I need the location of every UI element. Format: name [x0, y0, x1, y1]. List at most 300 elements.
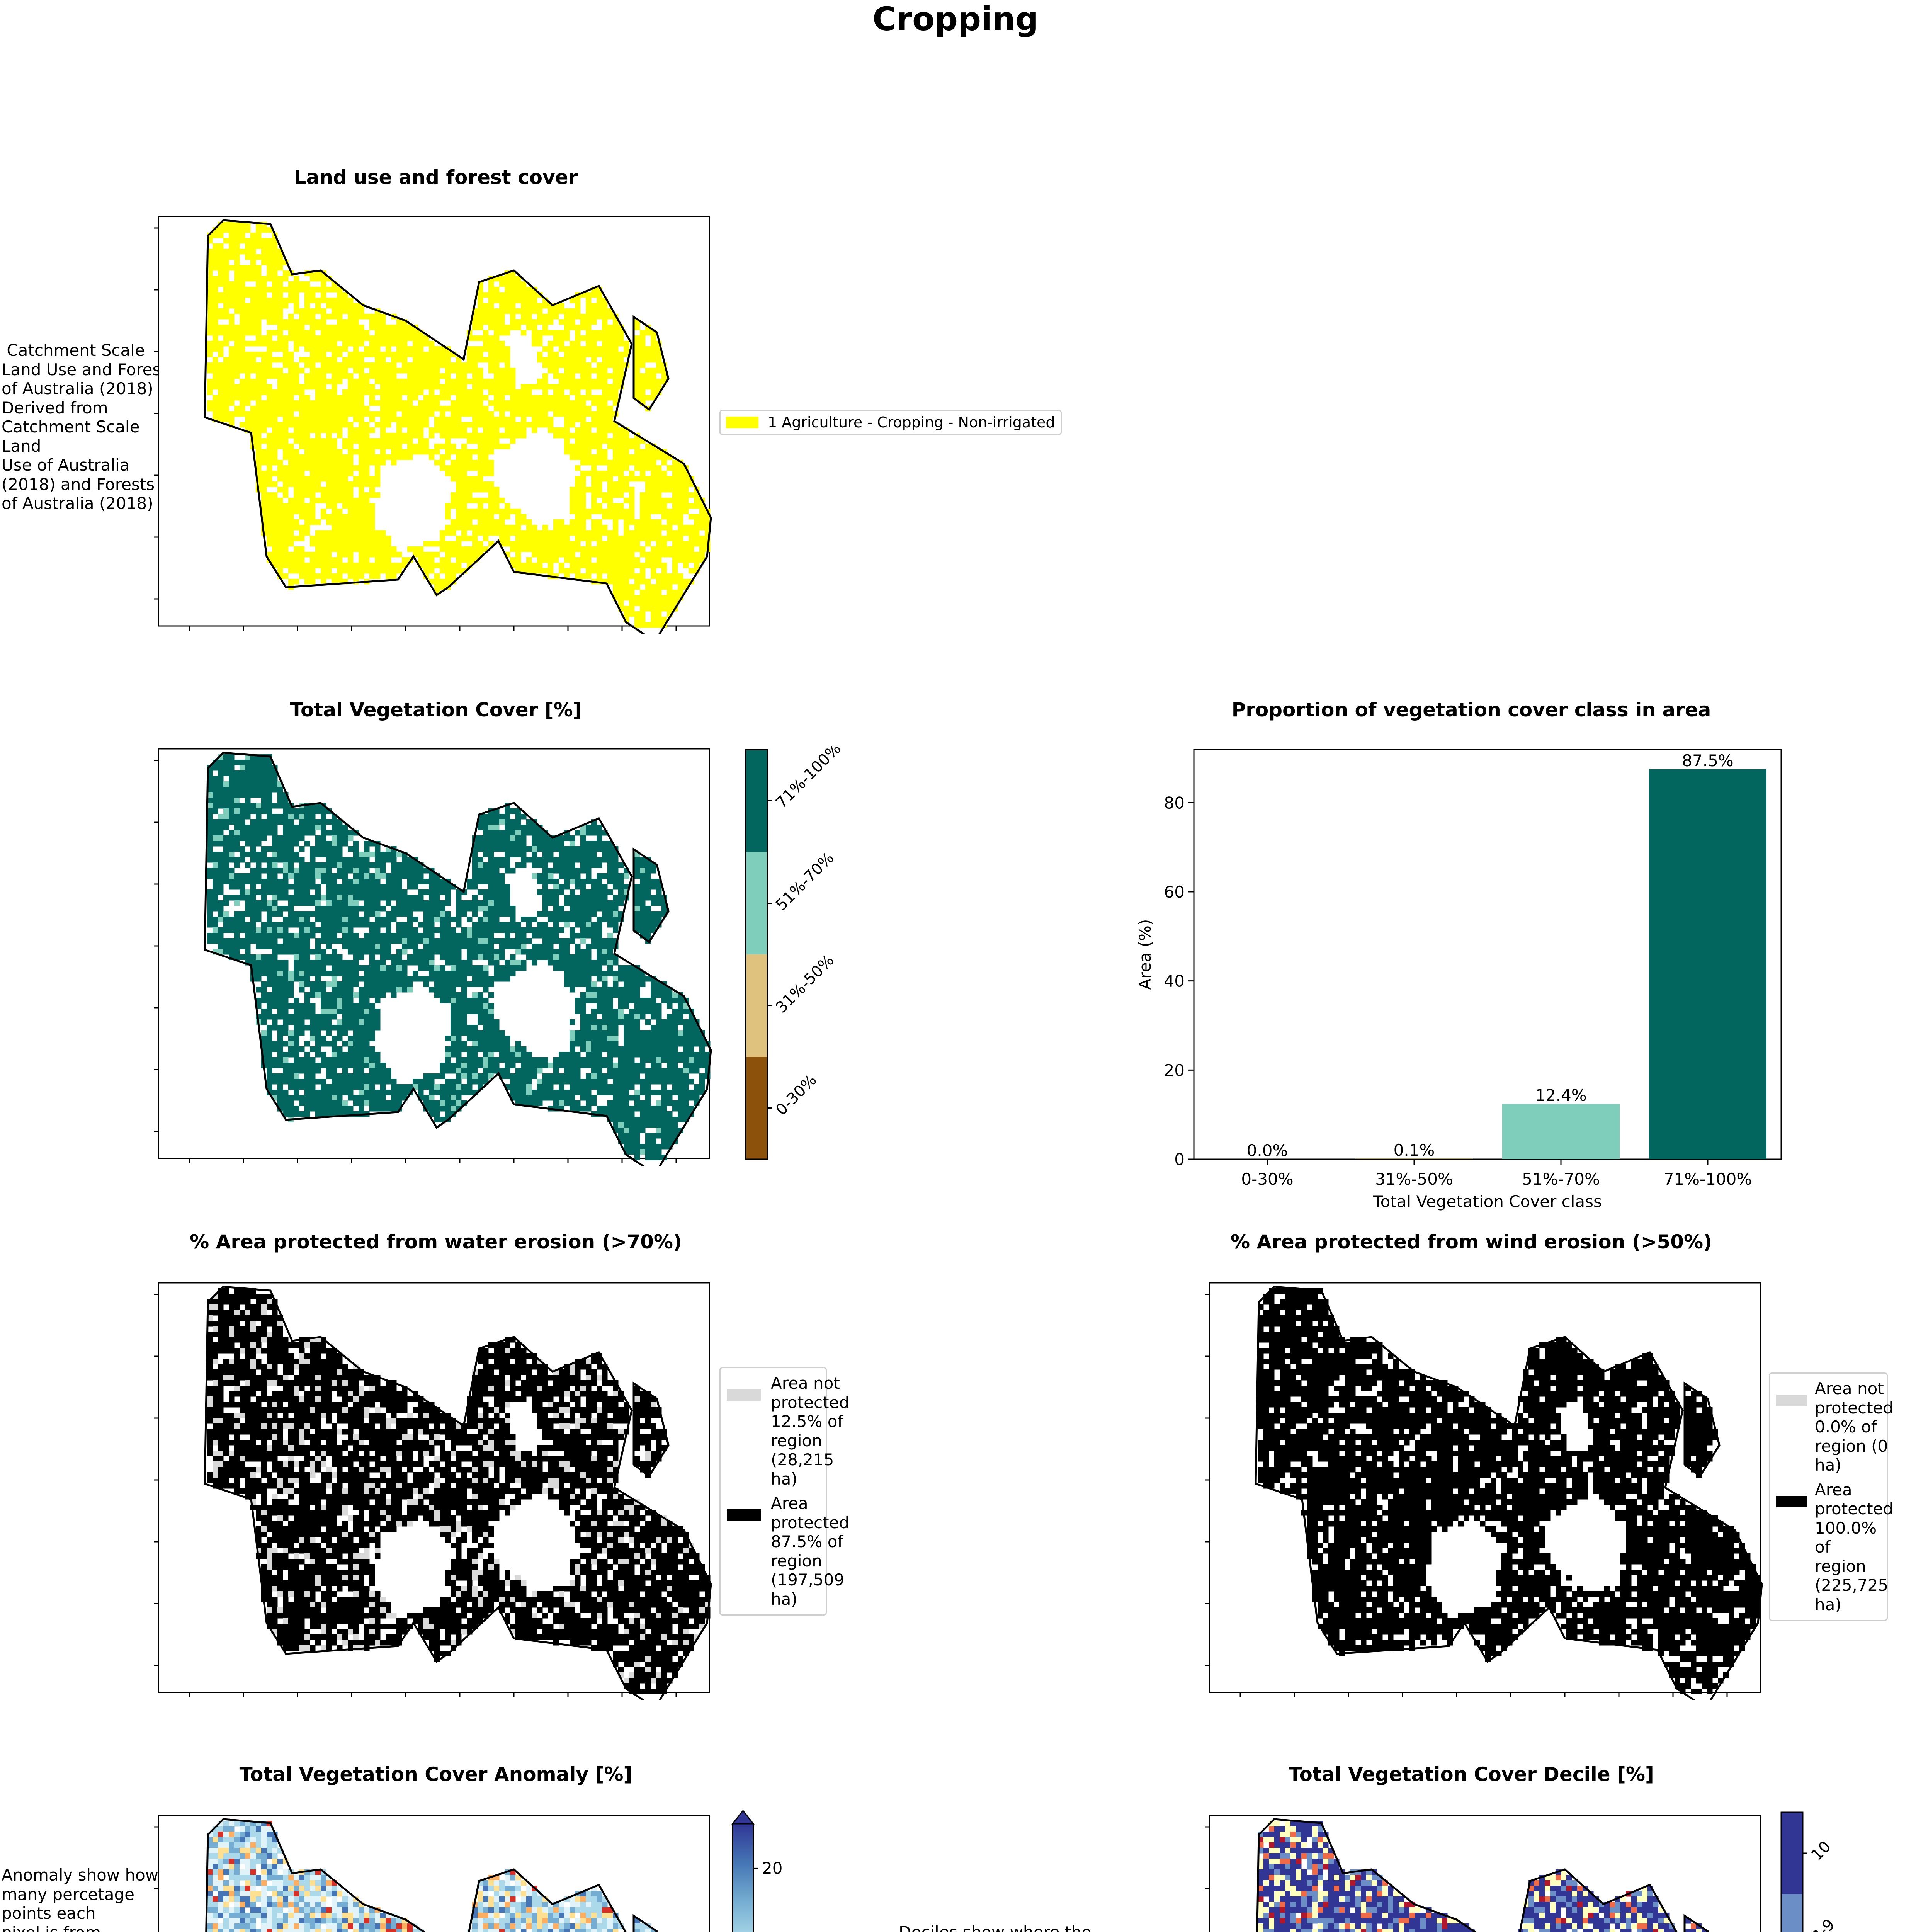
map-pixel: [570, 873, 575, 879]
map-pixel: [472, 884, 478, 890]
map-pixel: [429, 563, 435, 568]
map-pixel: [299, 808, 305, 814]
map-pixel: [440, 884, 445, 890]
map-pixel: [429, 900, 435, 906]
map-pixel: [315, 406, 321, 412]
map-pixel: [629, 536, 635, 541]
map-pixel: [510, 287, 516, 293]
map-pixel: [494, 400, 500, 406]
map-pixel: [488, 298, 494, 303]
map-pixel: [353, 862, 359, 868]
map-pixel: [315, 900, 321, 906]
map-pixel: [277, 846, 283, 852]
map-pixel: [526, 546, 532, 552]
map-pixel: [591, 841, 597, 847]
map-pixel: [261, 498, 267, 503]
map-pixel: [342, 454, 348, 460]
map-pixel: [591, 454, 597, 460]
map-pixel: [396, 552, 402, 558]
map-pixel: [478, 825, 483, 830]
map-pixel: [359, 325, 364, 330]
map-pixel: [250, 260, 256, 265]
map-pixel: [213, 868, 218, 874]
map-pixel: [321, 830, 326, 836]
map-pixel: [575, 314, 581, 320]
map-pixel: [337, 938, 343, 944]
map-pixel: [553, 552, 559, 558]
map-pixel: [386, 341, 391, 347]
map-pixel: [483, 384, 489, 390]
map-pixel: [229, 808, 235, 814]
map-pixel: [559, 906, 564, 912]
map-pixel: [234, 949, 240, 955]
map-pixel: [445, 395, 451, 401]
map-pixel: [537, 922, 543, 928]
map-pixel: [570, 917, 575, 922]
map-pixel: [505, 503, 510, 509]
map-pixel: [553, 546, 559, 552]
map-pixel: [510, 400, 516, 406]
map-pixel: [304, 503, 310, 509]
map-pixel: [559, 949, 564, 955]
map-pixel: [607, 900, 613, 906]
map-pixel: [407, 868, 413, 874]
map-pixel: [478, 400, 483, 406]
map-pixel: [656, 546, 662, 552]
map-pixel: [288, 933, 294, 939]
map-pixel: [391, 438, 397, 444]
map-pixel: [261, 384, 267, 390]
map-pixel: [326, 357, 332, 363]
map-pixel: [478, 879, 483, 884]
map-pixel: [505, 938, 510, 944]
map-pixel: [310, 308, 316, 314]
map-pixel: [553, 889, 559, 895]
map-pixel: [342, 389, 348, 395]
map-pixel: [342, 481, 348, 487]
map-pixel: [656, 509, 662, 514]
map-pixel: [240, 308, 245, 314]
map-pixel: [434, 417, 440, 422]
map-pixel: [359, 411, 364, 417]
map-pixel: [369, 368, 375, 374]
map-pixel: [272, 330, 278, 336]
map-pixel: [229, 330, 235, 336]
map-pixel: [575, 335, 581, 341]
map-pixel: [326, 481, 332, 487]
map-pixel: [451, 568, 456, 574]
map-pixel: [288, 454, 294, 460]
map-pixel: [207, 868, 213, 874]
map-pixel: [288, 449, 294, 455]
map-pixel: [499, 498, 505, 503]
map-pixel: [488, 444, 494, 449]
map-pixel: [326, 346, 332, 352]
map-pixel: [445, 406, 451, 412]
map-pixel: [386, 563, 391, 568]
map-pixel: [299, 563, 305, 568]
map-pixel: [624, 557, 629, 563]
map-pixel: [326, 335, 332, 341]
map-pixel: [478, 487, 483, 493]
map-pixel: [451, 573, 456, 579]
map-pixel: [240, 808, 245, 814]
map-pixel: [272, 303, 278, 309]
map-pixel: [510, 303, 516, 309]
map-pixel: [267, 536, 272, 541]
map-pixel: [570, 319, 575, 325]
map-pixel: [277, 314, 283, 320]
map-pixel: [375, 352, 381, 357]
map-pixel: [337, 330, 343, 336]
map-pixel: [624, 444, 629, 449]
map-pixel: [586, 927, 592, 933]
map-pixel: [423, 552, 429, 558]
map-pixel: [505, 933, 510, 939]
map-pixel: [223, 852, 229, 857]
map-pixel: [283, 525, 289, 531]
map-pixel: [299, 498, 305, 503]
map-pixel: [353, 303, 359, 309]
map-pixel: [499, 509, 505, 514]
map-pixel: [272, 868, 278, 874]
map-pixel: [661, 471, 667, 476]
map-pixel: [396, 422, 402, 428]
map-pixel: [369, 314, 375, 320]
map-pixel: [277, 552, 283, 558]
map-pixel: [591, 509, 597, 514]
map-pixel: [391, 884, 397, 890]
map-pixel: [575, 417, 581, 422]
map-pixel: [505, 808, 510, 814]
map-pixel: [483, 814, 489, 820]
map-pixel: [553, 406, 559, 412]
map-pixel: [521, 314, 527, 320]
map-pixel: [283, 846, 289, 852]
map-pixel: [488, 341, 494, 347]
map-pixel: [234, 792, 240, 798]
map-pixel: [267, 873, 272, 879]
map-pixel: [672, 476, 678, 482]
map-pixel: [326, 927, 332, 933]
map-pixel: [656, 606, 662, 612]
map-pixel: [607, 503, 613, 509]
map-pixel: [564, 444, 570, 449]
map-pixel: [586, 530, 592, 536]
map-pixel: [304, 384, 310, 390]
map-pixel: [456, 400, 462, 406]
map-pixel: [245, 922, 251, 928]
map-pixel: [250, 819, 256, 825]
map-pixel: [348, 900, 354, 906]
map-pixel: [413, 449, 418, 455]
map-pixel: [651, 389, 656, 395]
map-pixel: [429, 379, 435, 384]
map-pixel: [678, 573, 683, 579]
map-pixel: [597, 536, 602, 541]
map-pixel: [369, 400, 375, 406]
map-pixel: [515, 433, 521, 439]
map-pixel: [672, 552, 678, 558]
map-pixel: [575, 406, 581, 412]
map-pixel: [272, 449, 278, 455]
map-pixel: [445, 552, 451, 558]
map-pixel: [634, 579, 640, 585]
map-pixel: [645, 879, 651, 884]
map-pixel: [359, 536, 364, 541]
map-pixel: [624, 536, 629, 541]
map-pixel: [423, 917, 429, 922]
map-pixel: [434, 406, 440, 412]
map-pixel: [488, 830, 494, 836]
map-pixel: [342, 487, 348, 493]
map-pixel: [429, 368, 435, 374]
map-pixel: [575, 303, 581, 309]
map-pixel: [467, 481, 473, 487]
map-pixel: [575, 400, 581, 406]
map-pixel: [699, 509, 705, 514]
map-pixel: [613, 346, 619, 352]
map-pixel: [483, 944, 489, 949]
map-pixel: [348, 362, 354, 368]
map-pixel: [586, 341, 592, 347]
map-pixel: [667, 509, 673, 514]
map-pixel: [342, 298, 348, 303]
map-pixel: [288, 846, 294, 852]
map-pixel: [304, 884, 310, 890]
map-pixel: [597, 362, 602, 368]
map-pixel: [483, 314, 489, 320]
map-pixel: [661, 525, 667, 531]
map-pixel: [580, 368, 586, 374]
map-pixel: [229, 265, 235, 271]
map-pixel: [521, 927, 527, 933]
map-pixel: [542, 568, 548, 574]
map-pixel: [337, 471, 343, 476]
map-pixel: [602, 330, 608, 336]
map-pixel: [645, 379, 651, 384]
map-pixel: [396, 895, 402, 901]
map-pixel: [499, 368, 505, 374]
map-pixel: [321, 841, 326, 847]
map-pixel: [548, 927, 554, 933]
map-pixel: [213, 325, 218, 330]
map-pixel: [277, 541, 283, 547]
map-pixel: [250, 889, 256, 895]
map-pixel: [407, 411, 413, 417]
map-pixel: [321, 573, 326, 579]
map-pixel: [294, 406, 299, 412]
map-pixel: [678, 519, 683, 525]
map-pixel: [288, 857, 294, 863]
map-pixel: [478, 476, 483, 482]
map-pixel: [656, 579, 662, 585]
map-pixel: [359, 906, 364, 912]
map-pixel: [645, 346, 651, 352]
map-pixel: [272, 492, 278, 498]
map-pixel: [413, 427, 418, 433]
map-pixel: [461, 514, 467, 520]
map-pixel: [667, 476, 673, 482]
map-pixel: [245, 900, 251, 906]
map-pixel: [326, 922, 332, 928]
map-pixel: [553, 933, 559, 939]
map-pixel: [283, 803, 289, 809]
map-pixel: [245, 765, 251, 771]
map-pixel: [423, 395, 429, 401]
map-pixel: [353, 308, 359, 314]
map-pixel: [494, 287, 500, 293]
map-pixel: [434, 938, 440, 944]
map-pixel: [602, 911, 608, 917]
map-pixel: [369, 417, 375, 422]
map-pixel: [607, 552, 613, 558]
map-pixel: [651, 868, 656, 874]
map-pixel: [645, 868, 651, 874]
map-pixel: [272, 879, 278, 884]
map-pixel: [288, 830, 294, 836]
map-pixel: [337, 519, 343, 525]
map-pixel: [689, 552, 694, 558]
map-pixel: [494, 319, 500, 325]
map-pixel: [234, 879, 240, 884]
map-pixel: [634, 346, 640, 352]
map-pixel: [434, 346, 440, 352]
map-pixel: [472, 514, 478, 520]
map-pixel: [272, 922, 278, 928]
map-pixel: [472, 922, 478, 928]
map-pixel: [402, 389, 408, 395]
map-pixel: [624, 595, 629, 601]
map-pixel: [321, 292, 326, 298]
map-pixel: [304, 889, 310, 895]
map-pixel: [640, 454, 646, 460]
map-pixel: [494, 487, 500, 493]
map-pixel: [656, 541, 662, 547]
map-pixel: [359, 938, 364, 944]
map-pixel: [564, 536, 570, 541]
map-pixel: [575, 438, 581, 444]
map-pixel: [656, 357, 662, 363]
map-pixel: [326, 298, 332, 303]
map-pixel: [445, 454, 451, 460]
map-pixel: [440, 454, 445, 460]
map-pixel: [656, 503, 662, 509]
map-pixel: [402, 438, 408, 444]
map-pixel: [213, 384, 218, 390]
map-pixel: [326, 879, 332, 884]
map-pixel: [375, 438, 381, 444]
map-pixel: [456, 552, 462, 558]
map-pixel: [505, 862, 510, 868]
map-pixel: [337, 922, 343, 928]
map-pixel: [451, 444, 456, 449]
map-pixel: [456, 938, 462, 944]
map-pixel: [272, 422, 278, 428]
map-pixel: [299, 830, 305, 836]
map-pixel: [451, 460, 456, 466]
map-pixel: [272, 243, 278, 249]
map-pixel: [483, 292, 489, 298]
map-pixel: [391, 335, 397, 341]
map-pixel: [342, 422, 348, 428]
map-pixel: [326, 895, 332, 901]
map-pixel: [640, 906, 646, 912]
map-pixel: [640, 449, 646, 455]
map-pixel: [613, 481, 619, 487]
map-pixel: [510, 308, 516, 314]
map-pixel: [375, 471, 381, 476]
map-pixel: [440, 889, 445, 895]
map-pixel: [575, 308, 581, 314]
map-pixel: [245, 787, 251, 793]
map-pixel: [283, 536, 289, 541]
map-pixel: [321, 906, 326, 912]
map-pixel: [310, 927, 316, 933]
map-pixel: [342, 546, 348, 552]
map-pixel: [526, 400, 532, 406]
map-pixel: [218, 770, 224, 776]
map-pixel: [304, 400, 310, 406]
map-pixel: [250, 368, 256, 374]
map-pixel: [461, 454, 467, 460]
map-pixel: [380, 938, 386, 944]
map-pixel: [532, 319, 537, 325]
map-pixel: [510, 368, 516, 374]
map-pixel: [304, 552, 310, 558]
map-pixel: [218, 298, 224, 303]
map-pixel: [499, 406, 505, 412]
map-pixel: [445, 884, 451, 890]
map-pixel: [267, 514, 272, 520]
map-pixel: [564, 846, 570, 852]
map-pixel: [348, 938, 354, 944]
map-pixel: [488, 422, 494, 428]
map-pixel: [315, 938, 321, 944]
map-pixel: [218, 389, 224, 395]
map-pixel: [478, 541, 483, 547]
map-pixel: [559, 389, 564, 395]
map-pixel: [440, 465, 445, 471]
map-pixel: [613, 352, 619, 357]
map-pixel: [526, 411, 532, 417]
map-pixel: [618, 476, 624, 482]
map-pixel: [277, 944, 283, 949]
map-pixel: [386, 454, 391, 460]
map-pixel: [310, 427, 316, 433]
map-pixel: [310, 541, 316, 547]
map-pixel: [277, 841, 283, 847]
map-pixel: [499, 525, 505, 531]
map-pixel: [618, 487, 624, 493]
map-pixel: [234, 798, 240, 803]
map-pixel: [294, 557, 299, 563]
map-pixel: [656, 379, 662, 384]
map-pixel: [678, 487, 683, 493]
map-pixel: [607, 536, 613, 541]
map-pixel: [359, 949, 364, 955]
map-pixel: [223, 862, 229, 868]
map-pixel: [310, 519, 316, 525]
map-pixel: [661, 503, 667, 509]
map-pixel: [640, 536, 646, 541]
map-pixel: [261, 476, 267, 482]
map-pixel: [256, 384, 262, 390]
map-pixel: [223, 825, 229, 830]
map-pixel: [256, 400, 262, 406]
map-pixel: [256, 830, 262, 836]
map-pixel: [618, 590, 624, 595]
